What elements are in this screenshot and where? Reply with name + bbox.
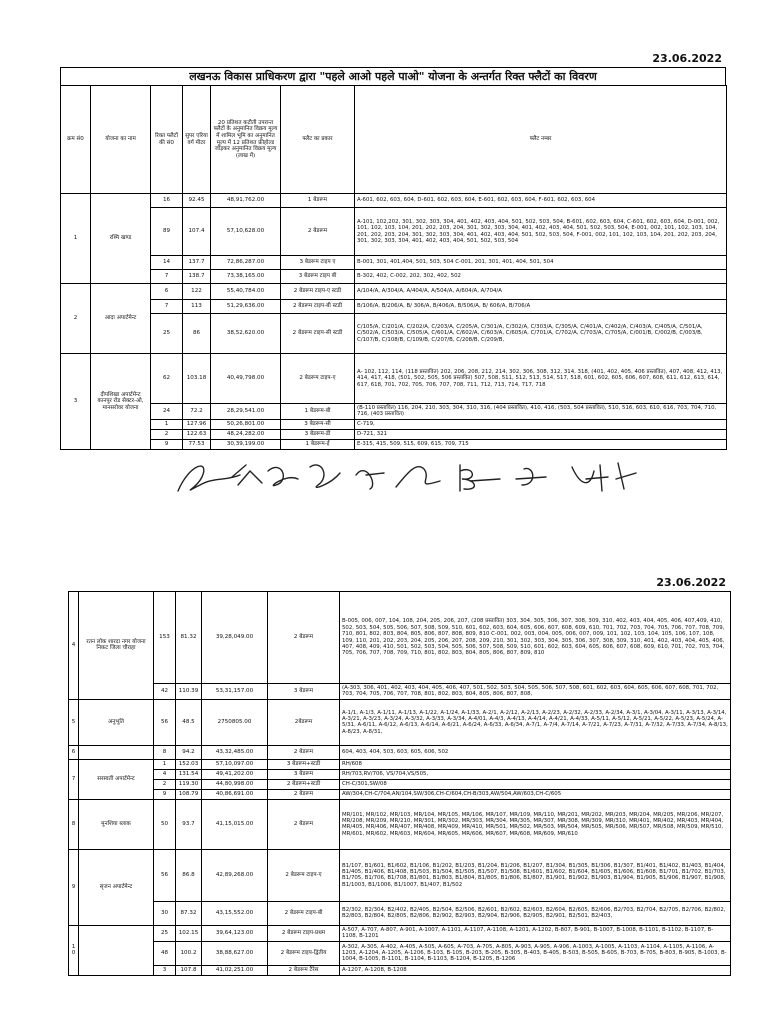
scheme-name: आदा अपार्टमेन्ट [91,284,151,354]
table-row [61,419,727,429]
vacant-count: 3 [154,965,176,975]
flat-type: 2 बेडरूम टाइप-बी स्टडी [281,300,355,314]
super-area: 92.45 [183,194,211,208]
vacant-count: 50 [154,799,176,849]
flat-type: 2 बेडरूम [268,789,340,799]
table-row [69,684,731,700]
estimated-price: 41,02,251.00 [202,965,268,975]
flat-type: 1 बेडरूम [281,194,355,208]
vacant-count: 9 [154,789,176,799]
super-area: 81.32 [176,592,202,684]
signatures [170,455,640,504]
flat-type: 3 बेडरूम-डी [281,429,355,439]
table-row [69,699,731,745]
flat-numbers: (A-303, 306, 401, 402, 403, 404, 405, 406, 407, 501, 502, 503, 504, 505, 506, 507, 508, 601, 602, 603, 604, 605, 606, 607, 608, 701, 702, 703, 704, 705, 706, 707, 708, 801, 802, 803, 804, 805, 806, 807, 808, [340,684,731,700]
scheme-name: रतन लोक शारदा नगर योजना निकट जिला चौराहा [79,592,154,700]
table-row [61,208,727,256]
scheme-name: सृजन अपार्टमेन्ट [79,849,154,925]
flat-numbers: A-302, A-305, A-402, A-405, A-505, A-605, A-703, A-705, A-805, A-903, A-905, A-906, A-1003, A-1005, A-1103, A-1104, A-1105, A-1106, A-1203, A-1204, A-1205, A-1206, B-103, B-105, B-203, B-205, B-305, B-403, B-405, B-503, B-505, B-605, B-703, B-705, B-803, B-905, B-1003, B-1004, B-1005, B-1101, B-1104, B-1103, B-1204, B-1205, B-1206 [340,941,731,965]
estimated-price: 43,32,485.00 [202,745,268,759]
estimated-price: 44,80,998.00 [202,779,268,789]
flat-numbers: B-302, 402, C-002, 202, 302, 402, 502 [355,270,727,284]
flat-type: 3 बेडरूम टाइप ए [281,256,355,270]
super-area: 94.2 [176,745,202,759]
column-header: योजना का नाम [91,86,151,194]
scheme-name: दीपशिखा अपार्टमेन्ट कानपुर रोड सेक्टर-ओ, मानसरोवर योजना [91,354,151,450]
flat-numbers: E-315, 415, 509, 515, 609, 615, 709, 715 [355,439,727,449]
flat-type: 2 बेडरूम टाइप-ए [268,849,340,901]
estimated-price: 43,15,552.00 [202,901,268,925]
flat-numbers: (B-110 प्रस्तावित) 116, 204, 210, 303, 304, 310, 316, (404 प्रस्तावित), 410, 416, (503, 504 प्रस्तावित), 510, 516, 603, 610, 616, 703, 704, 710, 716, (403 प्रस्तावित) [355,404,727,420]
flat-type: 2 बेडरूम टाइप-सी स्टडी [281,314,355,354]
flat-numbers: RH/608 [340,759,731,769]
estimated-price: 28,29,541.00 [211,404,281,420]
vacant-count: 30 [154,901,176,925]
flat-numbers: B-005, 006, 007, 104, 108, 204, 205, 206, 207, (208 प्रस्तावित) 303, 304, 305, 306, 307, 308, 309, 310, 402, 403, 404, 405, 406, 407,409, 410, 502, 503, 504, 505, 506, 507, 508, 509, 510, 601, 602, 603, 604, 605, 606, 607, 608, 609, 610, 701, 702, 703, 704, 705, 706, 707, 708, 709, 710, 801, 802, 803, 804, 805, 806, 807, 808, 809, 810 C-001, 002, 003, 004, 005, 006, 007, 009, 101, 102, 103, 104, 105, 106, 107, 108, 109, 110, 201, 202, 203, 204, 205, 206, 207, 208, 209, 210, 301, 302, 303, 304, 305, 306, 307, 308, 309, 310, 401, 402, 403, 404, 405, 406, 407, 408, 409, 410, 501, 502, 503, 504, 505, 506, 507, 508, 509, 510, 601, 602, 603, 604, 605, 606, 607, 608, 609, 610, 701, 702, 703, 704, 705, 706, 707, 708, 709, 710, 801, 802, 803, 804, 805, 806, 807, 809, 810 [340,592,731,684]
flat-type: 3 बेडरूम-सी [281,419,355,429]
estimated-price: 30,39,199.00 [211,439,281,449]
vacant-count: 6 [151,284,183,300]
vacant-count: 42 [154,684,176,700]
vacant-count: 2 [154,779,176,789]
vacant-count: 62 [151,354,183,404]
super-area: 100.2 [176,941,202,965]
serial-number: 10 [69,925,79,975]
estimated-price: 41,15,015.00 [202,799,268,849]
vacant-count: 1 [151,419,183,429]
super-area: 122.63 [183,429,211,439]
flat-numbers: B-001, 301, 401,404, 501, 503, 504 C-001, 201, 301, 401, 404, 501, 504 [355,256,727,270]
flat-numbers: C-719, [355,419,727,429]
estimated-price: 40,49,798.00 [211,354,281,404]
estimated-price: 51,29,636.00 [211,300,281,314]
flat-type: 3 बेडरूम टाइप बी [281,270,355,284]
vacant-count: 7 [151,300,183,314]
flat-numbers: MR/101, MR/102, MR/103, MR/104, MR/105, MR/106, MR/107, MR/109, MR/110, MR/201, MR/202, MR/203, MR/204, MR/205, MR/206, MR/207, MR/208, MR/209, MR/210, MR/301, MR/302, MR/303, MR/304, MR/305, MR/307, MR/308, MR/309, MR/310, MR/401, MR/402, MR/403, MR/404, MR/405, MR/406, MR/407, MR/408, MR/409, MR/410, MR/501, MR/502, MR/503, MR/504, MR/505, MR/506, MR/507, MR/508, MR/509, MR/510, MR/601, MR/602, MR/603, MR/604, MR/605, MR/606, MR/607, MR/608, MR/609, MR/610 [340,799,731,849]
table-row [69,592,731,684]
table-row [61,404,727,420]
super-area: 77.53 [183,439,211,449]
table-row [69,745,731,759]
estimated-price: 38,52,620.00 [211,314,281,354]
scheme-name: अनुभूति [79,699,154,745]
flat-numbers: D-721, 321 [355,429,727,439]
column-header: 20 प्रतिशत कटौती उपरान्त फ्लैटों के अनुमानित विक्रय मूल्य में शामिल भूमि का अनुमानित मूल्य में 12 प्रतिशत फ्रीहोल्ड जोड़कर अनुमानित विक्रय मूल्य (लाख में) [211,86,281,194]
table-row [69,769,731,779]
estimated-price: 72,86,287.00 [211,256,281,270]
super-area: 86 [183,314,211,354]
vacant-count: 153 [154,592,176,684]
scheme-name: मुनशिया ब्लाक [79,799,154,849]
vacant-count: 56 [154,699,176,745]
scheme-name: सरस्वती अपार्टमेन्ट [79,759,154,799]
vacant-count: 14 [151,256,183,270]
estimated-price: 50,26,801.00 [211,419,281,429]
super-area: 87.32 [176,901,202,925]
table-row [61,429,727,439]
table-row [61,314,727,354]
table-row [69,941,731,965]
estimated-price: 48,24,282.00 [211,429,281,439]
table-row [69,799,731,849]
vacant-count: 9 [151,439,183,449]
column-header: सुपर एरिया वर्ग मीटर [183,86,211,194]
page-date: 23.06.2022 [652,52,722,65]
flat-type: 2 बेडरूम [268,745,340,759]
super-area: 103.18 [183,354,211,404]
serial-number: 7 [69,759,79,799]
super-area: 110.39 [176,684,202,700]
document-page-2 [68,574,730,1024]
flat-type: 2 बेडरूम टाइप-बी [268,901,340,925]
estimated-price: 38,88,627.00 [202,941,268,965]
super-area: 107.8 [176,965,202,975]
estimated-price: 73,38,165.00 [211,270,281,284]
page-date: 23.06.2022 [656,576,726,589]
scheme-name [79,745,154,759]
flat-type: 3 बेडरूम [268,684,340,700]
flat-numbers: A-101, 102,202, 301, 302, 303, 304, 401, 402, 403, 404, 501, 502, 503, 504, B-601, 602, 603, 604, C-601, 602, 603, 604, D-001, 002, 101, 102, 103, 104, 201, 202, 203, 204, 301, 302, 303, 304, 401, 402, 403, 404, 501, 502, 503, 504, E-001, 002, 101, 102, 103, 104, 201, 202, 203, 204, 301, 302, 303, 304, 401, 402, 403, 404, 501, 502, 503, 504, F-001, 002, 101, 102, 103, 104, 201, 202, 203, 204, 301, 302, 303, 304, 401, 402, 403, 404, 501, 502, 503, 504 [355,208,727,256]
flat-type: 3 बेडरूम [268,769,340,779]
estimated-price: 40,86,691.00 [202,789,268,799]
flat-numbers: RH/703,RV/706, VS/704,VS/505, [340,769,731,779]
estimated-price: 57,10,097.00 [202,759,268,769]
flat-type: 2 बेडरूम टाइप-ए [281,354,355,404]
estimated-price: 39,64,123.00 [202,925,268,941]
super-area: 119.30 [176,779,202,789]
super-area: 122 [183,284,211,300]
serial-number: 9 [69,849,79,925]
flat-type: 1 बेडरूम-ई [281,439,355,449]
serial-number: 6 [69,745,79,759]
estimated-price: 42,89,268.00 [202,849,268,901]
document-page-1 [60,50,726,520]
vacant-count: 8 [154,745,176,759]
table-row [69,789,731,799]
table-row [61,256,727,270]
vacant-count: 56 [154,849,176,901]
super-area: 86.8 [176,849,202,901]
flat-type: 3 बेडरूम+स्टडी [268,759,340,769]
super-area: 137.7 [183,256,211,270]
vacant-count: 89 [151,208,183,256]
estimated-price: 49,41,202.00 [202,769,268,779]
table-row [61,354,727,404]
serial-number: 3 [61,354,91,450]
vacant-count: 48 [154,941,176,965]
table-row [61,300,727,314]
estimated-price: 48,91,762.00 [211,194,281,208]
table-row [69,779,731,789]
super-area: 152.03 [176,759,202,769]
estimated-price: 57,10,628.00 [211,208,281,256]
serial-number: 2 [61,284,91,354]
vacant-count: 24 [151,404,183,420]
super-area: 113 [183,300,211,314]
flat-numbers: B1/107, B1/601, B1/602, B1/106, B1/202, B1/203, B1/204, B1/206, B1/207, B1/304, B1/305, B1/306, B1/307, B1/401, B1/402, B1/403, B1/404, B1/405, B1/406, B1/408, B1/503, B1/504, B1/505, B1/507, B1/508, B1/601, B1/602, B1/604, B1/605, B1/606, B1/608, B1/701, B1/702, B1/703, B1/705, B1/706, B1/708, B1/801, B1/803, B1/804, B1/805, B1/806, B1/807, B1/901, B1/902, B1/903, B1/904, B1/905, B1/906, B1/907, B1/908, B1/1003, B1/1006, B1/1007, B1/407, B1/502 [340,849,731,901]
table-row [61,270,727,284]
estimated-price: 55,40,784.00 [211,284,281,300]
vacant-flats-table-continued [68,591,731,976]
vacant-count: 4 [154,769,176,779]
flat-numbers: CH-C/301,SW/08 [340,779,731,789]
flat-numbers: C/105/A, C/201/A, C/202/A, C/203/A, C/205/A, C/301/A, C/302/A, C/303/A, C/305/A, C/401/A, C/402/A, C/403/A, C/405/A, C/501/A, C/502/A, C/503/A, C/505/A, C/601/A, C/602/A, C/603/A, C/605/A, C/701/A, C/702/A, C/703/A, C/705/A, C/001/B, C/002/B, C/003/B, C/107/B, C/108/B, C/109/B, C/207/B, C/208/B, C/209/B, [355,314,727,354]
scheme-name: रश्मि खण्ड [91,194,151,284]
column-header: फ्लैट का प्रकार [281,86,355,194]
flat-numbers: A/104/A, A/304/A, A/404/A, A/504/A, A/604/A, A/704/A [355,284,727,300]
serial-number: 1 [61,194,91,284]
serial-number: 8 [69,799,79,849]
super-area: 48.5 [176,699,202,745]
flat-numbers: B2/302, B2/304, B2/402, B2/405, B2/504, B2/506, B2/601, B2/602, B2/603, B2/604, B2/605, B2/606, B2/703, B2/704, B2/705, B2/706, B2/802, B2/803, B2/804, B2/805, B2/806, B2/902, B2/903, B2/904, B2/906, B2/905, B2/901, B2/501, B2/403, [340,901,731,925]
estimated-price: 53,31,157.00 [202,684,268,700]
flat-type: 2 बेडरूम [268,592,340,684]
serial-number: 4 [69,592,79,700]
scheme-name [79,925,154,975]
super-area: 131.54 [176,769,202,779]
flat-numbers: B/106/A, B/206/A, B/ 306/A, B/406/A, B/506/A, B/ 606/A, B/706/A [355,300,727,314]
vacant-count: 7 [151,270,183,284]
flat-numbers: A-1207, A-1208, B-1208 [340,965,731,975]
column-header: क्रम सं0 [61,86,91,194]
vacant-count: 25 [154,925,176,941]
flat-numbers: 604, 403, 404, 503, 603, 605, 606, 502 [340,745,731,759]
flat-type: 2 बेडरूम+स्टडी [268,779,340,789]
vacant-count: 1 [154,759,176,769]
flat-numbers: A- 102, 112, 114, (118 प्रस्तावित) 202, 206, 208, 212, 214, 302, 306, 308, 312, 314, 318, (401, 402, 405, 406 प्रस्तावित), 407, 408, 412, 413, 414, 417, 418, (501, 502, 505, 506 प्रस्तावित) 507, 508, 511, 512, 513, 514, 517, 518, 601, 602, 605, 606, 607, 608, 611, 612, 613, 614, 617, 618, 701, 702, 705, 706, 707, 708, 711, 712, 713, 714, 717, 718 [355,354,727,404]
table-row [61,194,727,208]
estimated-price: 39,28,049.00 [202,592,268,684]
vacant-count: 2 [151,429,183,439]
super-area: 107.4 [183,208,211,256]
flat-type: 2 बेडरूम टाइप-ए स्टडी [281,284,355,300]
table-row [61,284,727,300]
flat-numbers: A-601, 602, 603, 604, D-601, 602, 603, 604, E-601, 602, 603, 604, F-601, 602, 603, 604 [355,194,727,208]
super-area: 72.2 [183,404,211,420]
column-header: फ्लैट नम्बर [355,86,727,194]
flat-type: 2बेडरूम [268,699,340,745]
serial-number: 5 [69,699,79,745]
flat-type: 2 बेडरूम टाइप-प्रथम [268,925,340,941]
super-area: 93.7 [176,799,202,849]
vacant-count: 16 [151,194,183,208]
super-area: 102.15 [176,925,202,941]
table-row [69,925,731,941]
table-row [69,965,731,975]
table-row [69,849,731,901]
table-row [61,439,727,449]
flat-type: 2 बेडरूम [268,799,340,849]
super-area: 127.96 [183,419,211,429]
column-header: रिक्त फ्लैटों की सं0 [151,86,183,194]
flat-numbers: A-1/1, A-1/3, A-1/11, A-1/13, A-1/22, A-1/24, A-1/33, A-2/1, A-2/12, A-2/13, A-2/23, A-2/32, A-2/33, A-2/34, A-3/1, A-3/04, A-3/11, A-3/13, A-3/14, A-3/21, A-3/23, A-3/24, A-3/32, A-3/33, A-3/34, A-4/01, A-4/3, A-4/13, A-4/14, A-4/21, A-4/33, A-5/11, A-5/12, A-5/21, A-5/22, A-5/23, A-5/24, A-5/31, A-6/11, A-6/12, A-6/13, A-6/14, A-6/21, A-6/24, A-6/33, A-6/34, A-7/1, A-7/4, A-7/14, A-7/21, A-7/23, A-7/31, A-7/32, A-7/33, A-7/34, A-8/13, A-8/23, A-8/31, [340,699,731,745]
flat-type: 2 बेडरूम टैरेस [268,965,340,975]
vacant-flats-table [60,85,727,450]
estimated-price: 2750805.00 [202,699,268,745]
super-area: 108.79 [176,789,202,799]
flat-type: 2 बेडरूम टाइप-द्वितीय [268,941,340,965]
flat-type: 2 बेडरूम [281,208,355,256]
table-row [69,759,731,769]
super-area: 138.7 [183,270,211,284]
vacant-count: 25 [151,314,183,354]
flat-numbers: AW/304,CH-C/704,AN/104,SW/306,CH-C/604,CH-B/303,AW/504,AW/603,CH-C/605 [340,789,731,799]
page-title: लखनऊ विकास प्राधिकरण द्वारा "पहले आओ पहले पाओ" योजना के अन्तर्गत रिक्त फ्लैटों का विवरण [60,67,726,85]
table-row [69,901,731,925]
flat-numbers: A-507, A-707, A-807, A-901, A-1007, A-1101, A-1107, A-1108, A-1201, A-1202, B-807, B-901, B-1007, B-1008, B-1101, B-1102, B-1107, B-1108, B-1201 [340,925,731,941]
flat-type: 1 बेडरूम-बी [281,404,355,420]
